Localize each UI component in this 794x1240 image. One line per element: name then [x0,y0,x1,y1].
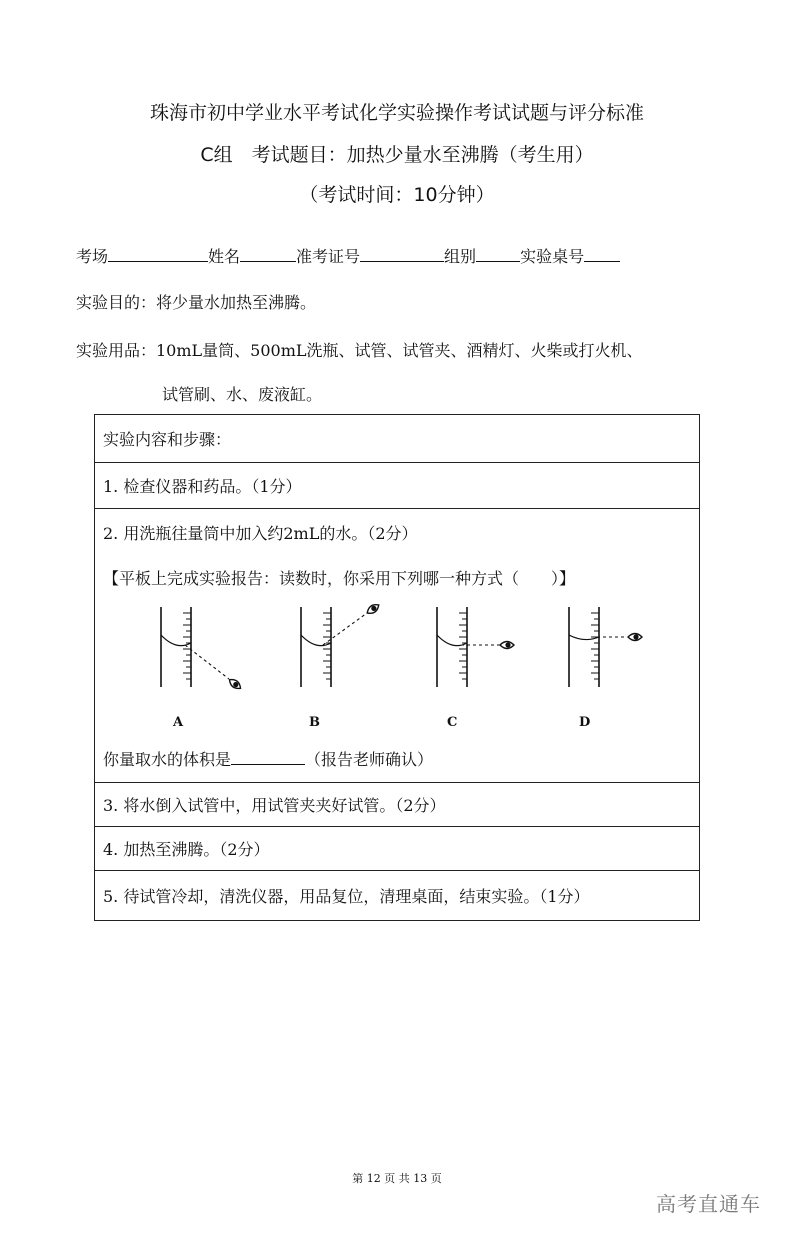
figure-label-c: C [447,715,458,730]
figure-c-cylinder [437,607,503,687]
reading-methods-figure [103,603,691,743]
ticket-blank[interactable] [360,247,444,262]
document-title: 珠海市初中学业水平考试化学实验操作考试试题与评分标准 [149,102,644,124]
volume-answer-line [103,747,691,770]
step-1-row [95,463,700,509]
materials-line-2: 试管刷、水、废液缸。 [162,385,323,404]
step-4: 4. 加热至沸腾。（2分） [95,827,700,871]
experiment-purpose: 实验目的：将少量水加热至沸腾。 [76,293,317,312]
step-5-row [95,871,700,921]
info-fields-row [76,244,620,267]
figure-d-eye-icon [628,634,642,641]
tablet-question: 【平板上完成实验报告：读数时，你采用下列哪一种方式（ ）】 [103,569,576,588]
figure-label-a: A [173,715,184,730]
steps-heading: 实验内容和步骤： [95,415,700,463]
page-footer: 第 12 页 共 13 页 [352,1172,442,1185]
room-blank[interactable] [108,247,208,262]
watermark: 高考直通车 [656,1192,761,1216]
name-label: 姓名 [208,247,241,266]
group-blank[interactable] [476,247,520,262]
figure-a-cylinder [161,607,229,687]
document-subtitle: C组 考试题目：加热少量水至沸腾（考生用） [200,144,594,166]
steps-table [94,414,700,921]
step-2: 2. 用洗瓶往量筒中加入约2mL的水。（2分） [103,524,418,543]
step-3: 3. 将水倒入试管中，用试管夹夹好试管。（2分） [95,783,700,827]
volume-blank[interactable] [231,750,305,765]
group-label: 组别 [444,247,477,266]
figure-label-b: B [309,715,320,730]
step-5: 5. 待试管冷却，清洗仪器，用品复位，清理桌面，结束实验。（1分） [95,871,700,921]
step-1: 1. 检查仪器和药品。（1分） [95,463,700,509]
room-label: 考场 [76,247,109,266]
figure-a-eye-icon [227,677,242,691]
figure-label-d: D [579,715,591,730]
volume-prefix: 你量取水的体积是 [103,750,232,769]
step-3-row [95,783,700,827]
ticket-label: 准考证号 [296,247,361,266]
reading-methods-diagram [103,603,693,715]
figure-c-eye-icon [500,642,514,649]
name-blank[interactable] [240,247,296,262]
volume-suffix: （报告老师确认） [305,750,434,769]
figure-b-cylinder [301,607,367,687]
desk-label: 实验桌号 [520,247,585,266]
figure-b-eye-icon [365,603,380,616]
exam-time: （考试时间：10分钟） [299,184,495,206]
step-2-row [95,509,700,783]
desk-blank[interactable] [584,247,620,262]
step-4-row [95,827,700,871]
figure-d-cylinder [569,607,627,687]
steps-heading-row [95,415,700,463]
materials-line-1: 实验用品：10mL量筒、500mL洗瓶、试管、试管夹、酒精灯、火柴或打火机、 [76,341,643,360]
